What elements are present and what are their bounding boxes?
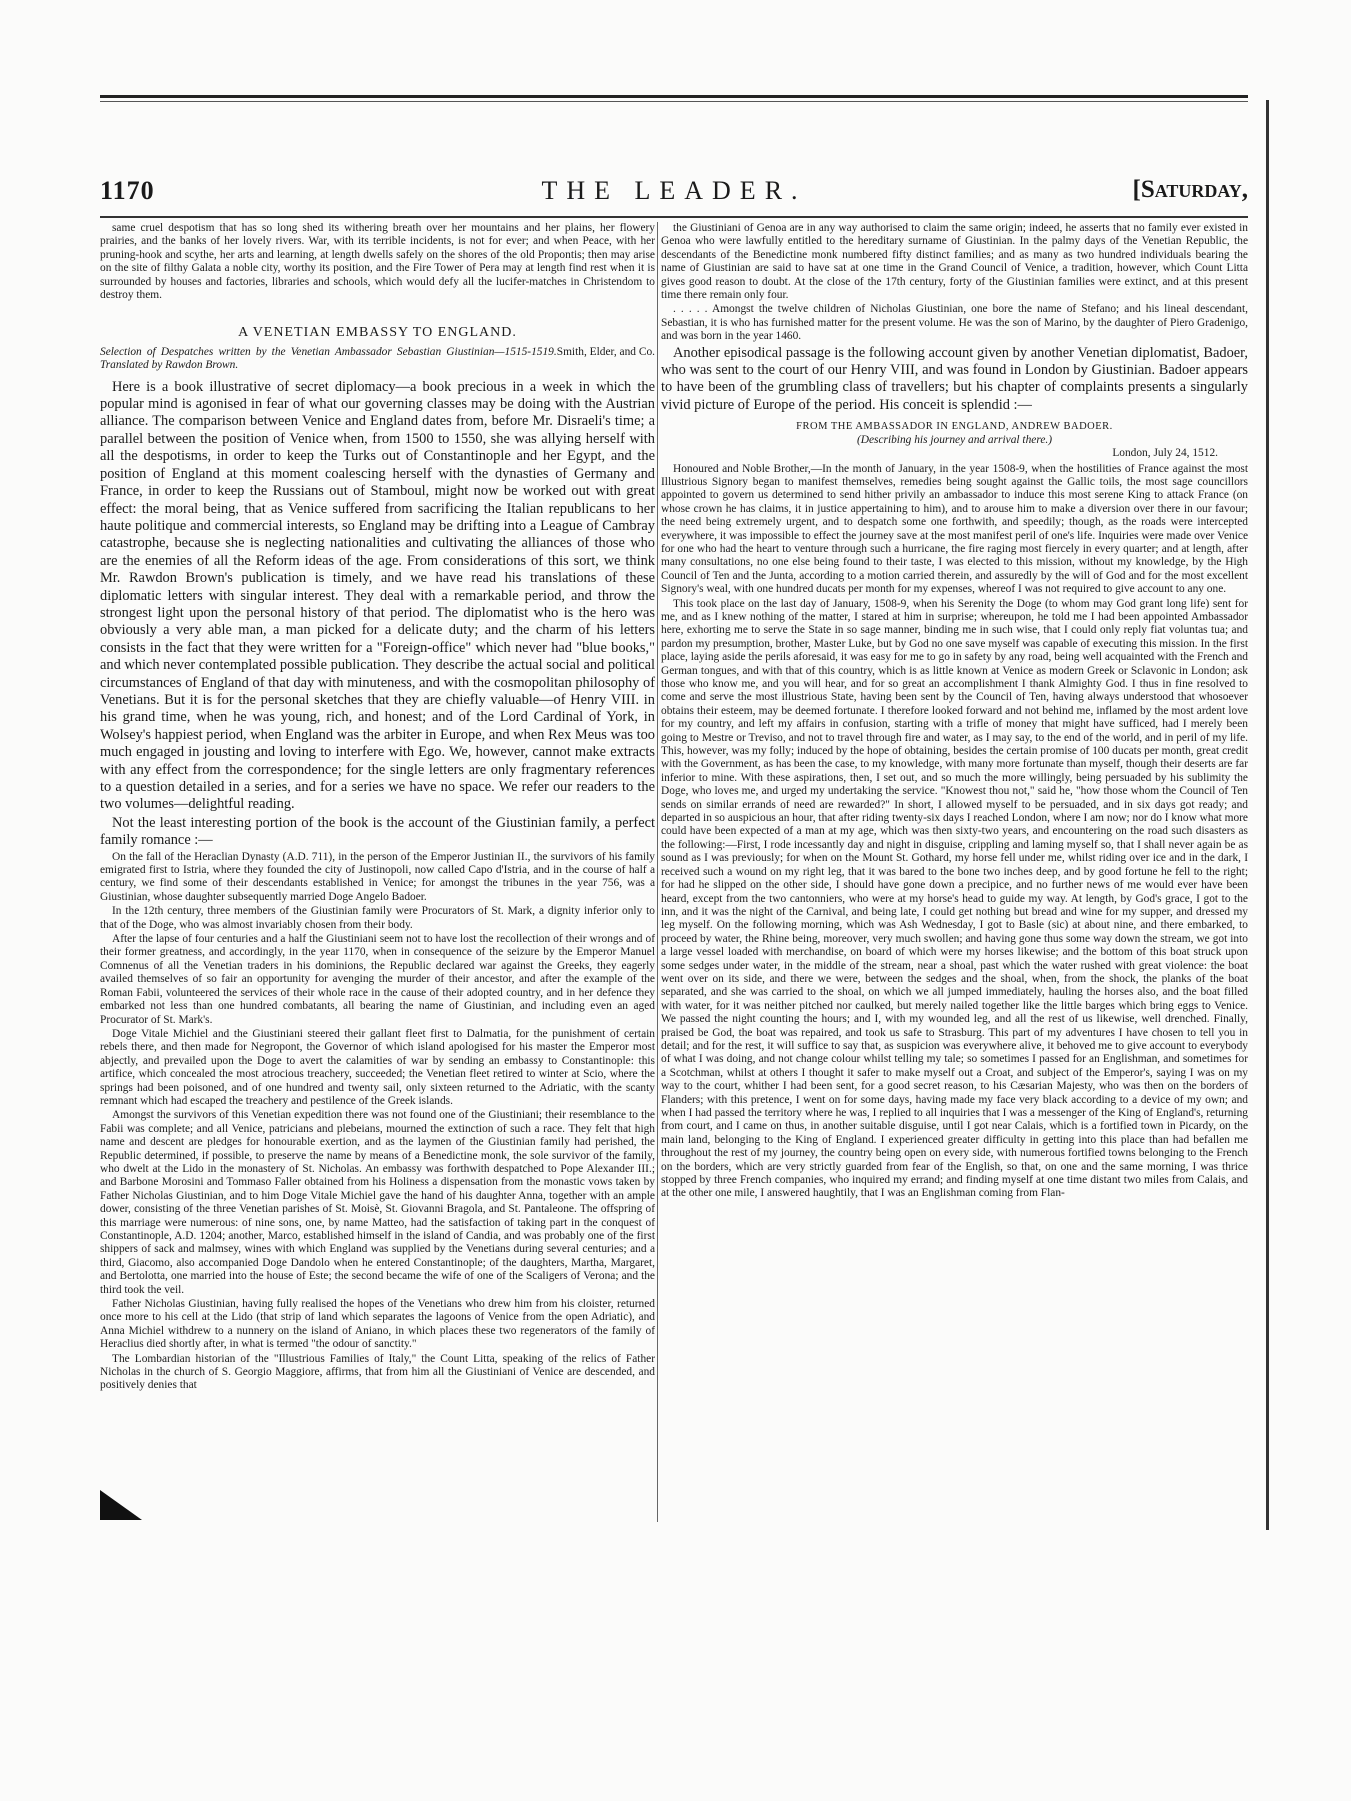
column-divider xyxy=(657,222,658,1522)
quote-paragraph: On the fall of the Heraclian Dynasty (A.D. 711), in the person of the Emperor Justinian II., the survivors of his family emigrated first to Istria, where they founded the city of Justinopoli, now called Capo d'Istria, and in the course of half a century, we find some of their descendants established in Venice; for amongst the tribunes in the year 756, was a Giustinian, whose daughter subsequently married Doge Angelo Badoer. xyxy=(100,850,655,903)
issue-day: [Saturday, xyxy=(1132,176,1248,203)
left-column xyxy=(100,222,655,1394)
book-title: Selection of Despatches written by the Venetian Ambassador Sebastian Giustinian—1515-1519. Translated by Rawdon Brown. xyxy=(100,345,557,372)
quote-paragraph: Father Nicholas Giustinian, having fully realised the hopes of the Venetians who drew him from his cloister, returned once more to his cell at the Lido (that strip of land which separates the lagoons of Venice from the open Adriatic), and Anna Michiel withdrew to a nunnery on the island of Aniano, in which places these two regenerators of the family of Heraclius died shortly after, in what is termed "the odour of sanctity." xyxy=(100,1298,655,1351)
right-column xyxy=(661,222,1248,1202)
bibliography-line xyxy=(100,346,655,373)
publisher: Smith, Elder, and Co. xyxy=(556,345,655,358)
quote-paragraph: . . . . . Amongst the twelve children of Nicholas Giustinian, one bore the name of Stefano; and his lineal descendant, Sebastian, it is who has furnished matter for the present volume. He was the son of Marino, by the daughter of Piero Gradenigo, and was born in the year 1460. xyxy=(661,303,1248,343)
page-edge-bar xyxy=(1266,100,1269,1530)
opening-paragraph: same cruel despotism that has so long shed its withering breath over her mountains and her plains, her flowery prairies, and the banks of her lovely rivers. War, with its terrible incidents, is not for ever; and when Peace, with her pruning-hook and scythe, her arts and learning, at length dwells safely on the shores of the old Propontis; then may arise on the site of filthy Galata a noble city, worthy its position, and the Fire Tower of Pera may at length find rest when it is surrounded by houses and factories, libraries and schools, which would defy all the lucifer-matches in Christendom to destroy them. xyxy=(100,222,655,302)
quote-paragraph: After the lapse of four centuries and a half the Giustiniani seem not to have lost the recollection of their wrongs and of their former greatness, and accordingly, in the year 1170, when in consequence of the seizure by the Emperor Manuel Comnenus of all the Venetian traders in his dominions, the Republic declared war against the Greeks, they eagerly availed themselves of so fair an opportunity for avenging the murder of their ancestor, and after the example of the Roman Fabii, volunteered the services of their whole race in the cause of their adopted country, and in her defence they embarked not less than one hundred combatants, all bearing the name of Giustinian, and including even an aged Procurator of St. Mark's. xyxy=(100,933,655,1026)
letter-paragraph: This took place on the last day of January, 1508-9, when his Serenity the Doge (to whom may God grant long life) sent for me, and as I knew nothing of the matter, I stared at him in surprise; whereupon, he told me I had been appointed Ambassador here, exhorting me to serve the State in so sage manner, binding me in such wise, that I could only reply fiat voluntas tua; and pardon my presumption, brother, Master Luke, but by God no one save myself was capable of executing this mission. In the first place, laying aside the perils aforesaid, it was easy for me to go in safety by any road, being well acquainted with the French and German tongues, and with that of this country, which is as little known at Venice as modern Greek or Sclavonic in London; ask those who know me, and you will hear, and for so great an accomplishment I thank Almighty God. I thus in fine resolved to come and serve the most illustrious State, having been sent by the Council of Ten, having always understood that whosoever obtains their esteem, may be deemed fortunate. I therefore looked forward and not behind me, inflamed by the most ardent love for my country, and left my affairs in confusion, starting with a trifle of money that might have sufficed, had I merely been going to Mestre or Treviso, and not to travel through fire and water, as I may say, to the end of the world, and in peril of my life. This, however, was my folly; induced by the hope of obtaining, besides the certain promise of 100 ducats per month, great credit with the Government, as has been the case, to my knowledge, with many more fortunate than myself, though their deserts are far inferior to mine. With these aspirations, then, I set out, and so much the more willingly, being persuaded by his sublimity the Doge, who loves me, and urged my undertaking the service. "Knowest thou not," said he, "how those whom the Council of Ten sends on similar errands of need are rewarded?" In short, I allowed myself to be persuaded, and in six days got ready; and departed in so auspicious an hour, that after riding twenty-six days I reached London, where I am now; nor do I know what more could have been expected of a man at my age, which was then sixty-two years, and encountering on the road such disasters as the following:—First, I rode incessantly day and night in disguise, crippling and laming myself so, that I shall never again be as sound as I was previously; for when on the Mount St. Gothard, my horse fell under me, whilst riding over ice and in the dark, I received such a wound on my right leg, that it was bared to the bone two inches deep, and by good fortune he fell to the right; for had he slipped on the other side, I should have gone down a precipice, and no further news of me would ever have been heard, except from the two cantonniers, who were at my horse's head to guide my way. At length, by God's grace, I got to the inn, and it was the night of the Carnival, and being late, I could get nothing but bread and wine for my supper, and dressed my leg myself. On the following morning, which was Ash Wednesday, I got to Basle (sic) at about nine, and there embarked, to proceed by water, the Rhine being, moreover, very much swollen; and having gone thus some way down the stream, we got into a large vessel loaded with merchandise, on board of which were my horses likewise; and the bottom of this boat struck upon some sedges under water, in the middle of the stream, near a shoal, past which the water rushed with great violence: the boat went over on its side, and there we were, between the sedges and the shoal, when, from the shock, the planks of the boat separated, and she was carried to the shoal, on which we all jumped immediately, hauling the horses also, and the boat filled with water, for it was neither pitched nor caulked, but merely nailed together like the little barges which bring eggs to Venice. We passed the night counting the hours; and I, with my wounded leg, and all the rest of us likewise, well drenched. Finally, praised be God, the boat was repaired, and took us safe to Strasburg. This part of my adventures I have chosen to tell you in detail; and for the rest, it will suffice to say that, as suspicion was everywhere alive, it behoved me to give account to everybody of what I was doing, and not change colour whilst telling my tale; so sometimes I passed for an Englishman, and sometimes for a Scotchman, whilst at others I thought it safer to make myself out a Croat, and subject of the Emperor's, saying I was on my way to the court, whither I had been sent, for a good secret reason, to his Cæsarian Majesty, who was then on the borders of Flanders; with this pretence, I went on for some days, having made my face very black according to a device of my own; and when I had passed the territory where he was, I replied to all inquiries that I was a messenger of the King of England's, returning from court, and I came on thus, in another suitable disguise, until I got near Calais, which is a fortified town in Picardy, on the main land, belonging to the King of England. I experienced greater difficulty in getting into this place than had befallen me throughout the rest of my journey, the country being open on every side, with numerous fortified towns belonging to the French on the borders, which are very strictly guarded from fear of the English, so that, on one and the same morning, I was thrice stopped by three French companies, who inquired my errand; and finding myself at one time distant two miles from Calais, and at the other one mile, I answered haughtily, that I was an Englishman coming from Flan- xyxy=(661,597,1248,1200)
top-border-rule xyxy=(100,95,1248,98)
review-paragraph: Another episodical passage is the following account given by another Venetian diplomatist, Badoer, who was sent to the court of our Henry VIII, and was found in London by Giustinian. Badoer appears to have been of the grumbling class of travellers; but his chapter of complaints presents a singularly vivid picture of Europe of the period. His conceit is splendid :— xyxy=(661,344,1248,413)
page-number: 1170 xyxy=(100,176,155,205)
review-paragraph: Here is a book illustrative of secret diplomacy—a book precious in a week in which the popular mind is agonised in fear of what our governing classes may be doing with the Austrian alliance. The comparison between Venice and England dates from, before Mr. Disraeli's time; a parallel between the position of Venice when, from 1500 to 1550, she was allying herself with all the despotisms, in order to keep the Turks out of Constantinople and her Egypt, and the position of England at this moment coalescing herself with the dynasties of Germany and France, in order to keep the Russians out of Stamboul, might now be worked out with great effect: the moral being, that as Venice suffered from sacrificing the Italian republicans to her haute politique and commercial interests, so England may be drifting into a League of Cambray catastrophe, because she is neglecting nationalities and cultivating the alliances of those who are the enemies of all the Reform ideas of the age. From considerations of this sort, we think Mr. Rawdon Brown's publication is timely, and we have read his translations of these diplomatic letters with singular interest. They deal with a remarkable period, and throw the strongest light upon the personal history of that period. The diplomatist who is the hero was obviously a very able man, a man picked for a delicate duty; and the charm of his letters consists in the fact that they were written for a "Foreign-office" which never had "blue books," and which never contemplated possible publication. They describe the actual social and political circumstances of England of that day with minuteness, and with the cosmopolitan philosophy of Venetians. But it is for the personal sketches that they are chiefly valuable—of Henry VIII. in his grand time, when he was young, rich, and honest; and of the Lord Cardinal of York, in Wolsey's happiest period, when England was the arbiter in Europe, and when Rex Meus was too much engaged in jousting and loving to interfere with Ego. We, however, cannot make extracts with any effect from the correspondence; for the single letters are only fragmentary references to a question detailed in a series, and for a series we have no space. We refer our readers to the two volumes—delightful reading. xyxy=(100,378,655,813)
letter-subheading: (Describing his journey and arrival there.) xyxy=(856,433,1053,446)
newspaper-title: THE LEADER. xyxy=(541,176,807,205)
review-paragraph: Not the least interesting portion of the book is the account of the Giustinian family, a perfect family romance :— xyxy=(100,814,655,849)
letter-paragraph: Honoured and Noble Brother,—In the month of January, in the year 1508-9, when the hostilities of France against the most Illustrious Signory began to manifest themselves, remedies being sought against the Gallic toils, the most sage councillors appointed to govern us determined to send hither privily an ambassador to induce this most serene King to attack France (on whose crown he has claims, it in justice appertaining to him), and to arouse him to make a diversion over there in our favour; the need being extremely urgent, and to despatch some one forthwith, and speedily; though, as the roads were intercepted everywhere, it was impossible to effect the journey save at the most manifest peril of one's life. Inquiries were made over Venice for one who had the heart to venture through such a hurricane, the fire raging most fiercely in every quarter; and at length, after many consultations, no one else being found to their taste, I was elected to this mission, without my knowledge, by the High Council of Ten and the Junta, according to a motion carried therein, and assuredly by the will of God and for the most excellent Signory's weal, with one hundred ducats per month for my expenses, whereof I was not required to give account to any one. xyxy=(661,462,1248,596)
masthead-rule xyxy=(100,216,1248,218)
top-border-rule-thin xyxy=(100,101,1248,102)
masthead xyxy=(100,176,1248,210)
article-title: A VENETIAN EMBASSY TO ENGLAND. xyxy=(238,325,517,341)
quote-paragraph: Doge Vitale Michiel and the Giustiniani steered their gallant fleet first to Dalmatia, for the punishment of certain rebels there, and then made for Negropont, the Governor of which island apologised for his master the Emperor most abjectly, and prevailed upon the Doge to avert the calamities of war by sending an embassy to Constantinople: this artifice, which concealed the most atrocious treachery, succeeded; the Venetian fleet retired to winter at Scio, where the springs had been poisoned, and of one hundred and twenty sail, only sixteen returned to the Adriatic, with the scanty remnant which had escaped the treachery and pestilence of the Greek islands. xyxy=(100,1027,655,1107)
quote-paragraph: In the 12th century, three members of the Giustinian family were Procurators of St. Mark, a dignity inferior only to that of the Doge, who was almost invariably chosen from their body. xyxy=(100,905,655,931)
corner-arrow-icon xyxy=(100,1490,142,1520)
letter-dateline: London, July 24, 1512. xyxy=(1112,447,1218,460)
quote-paragraph: Amongst the survivors of this Venetian expedition there was not found one of the Giustiniani; their resemblance to the Fabii was complete; and all Venice, patricians and plebeians, mourned the extinction of such a race. They felt that high name and descent are pledges for honourable exertion, and as the laymen of the Giustinian family had perished, the Republic determined, if possible, to preserve the name by means of a Benedictine monk, the sole survivor of the family, who dwelt at the Lido in the monastery of St. Nicholas. An embassy was forthwith despatched to Pope Alexander III.; and Barbone Morosini and Tommaso Faller obtained from his Holiness a dispensation from the monastic vows taken by Father Nicholas Giustinian, and to him Doge Vitale Michiel gave the hand of his daughter Anna, together with an ample dower, consisting of the three Venetian parishes of St. Moisè, St. Giovanni Bragola, and St. Pantaleone. The offspring of this marriage were numerous: of nine sons, one, by name Matteo, had the satisfaction of taking part in the conquest of Constantinople, A.D. 1204; another, Marco, established himself in the island of Candia, and was probably one of the first shippers of sack and malmsey, wines with which England was supplied by the Venetians during several centuries; and a third, Giacomo, also accompanied Doge Dandolo when he entered Constantinople; of the daughters, Martha, Margaret, and Bertolotta, one married into the house of Este; the second became the wife of one of the Scaligers of Verona; and the third took the veil. xyxy=(100,1109,655,1296)
letter-heading: FROM THE AMBASSADOR IN ENGLAND, ANDREW BADOER. xyxy=(796,421,1113,433)
quote-paragraph: The Lombardian historian of the "Illustrious Families of Italy," the Count Litta, speaking of the relics of Father Nicholas in the church of S. Georgio Maggiore, affirms, that from him all the Giustiniani of Venice are descended, and positively denies that xyxy=(100,1352,655,1392)
quote-paragraph: the Giustiniani of Genoa are in any way authorised to claim the same origin; indeed, he asserts that no family ever existed in Genoa who were lawfully entitled to the hereditary surname of Giustinian. In the palmy days of the Venetian Republic, the descendants of the Benedictine monk numbered fifty distinct families; and as many as two hundred individuals bearing the name of Giustinian are said to have sat at one time in the Grand Council of Venice, a tradition, however, which Count Litta gives good reason to doubt. At the close of the 17th century, forty of the Giustinian families were extinct, and at this present time there remain only four. xyxy=(661,222,1248,302)
